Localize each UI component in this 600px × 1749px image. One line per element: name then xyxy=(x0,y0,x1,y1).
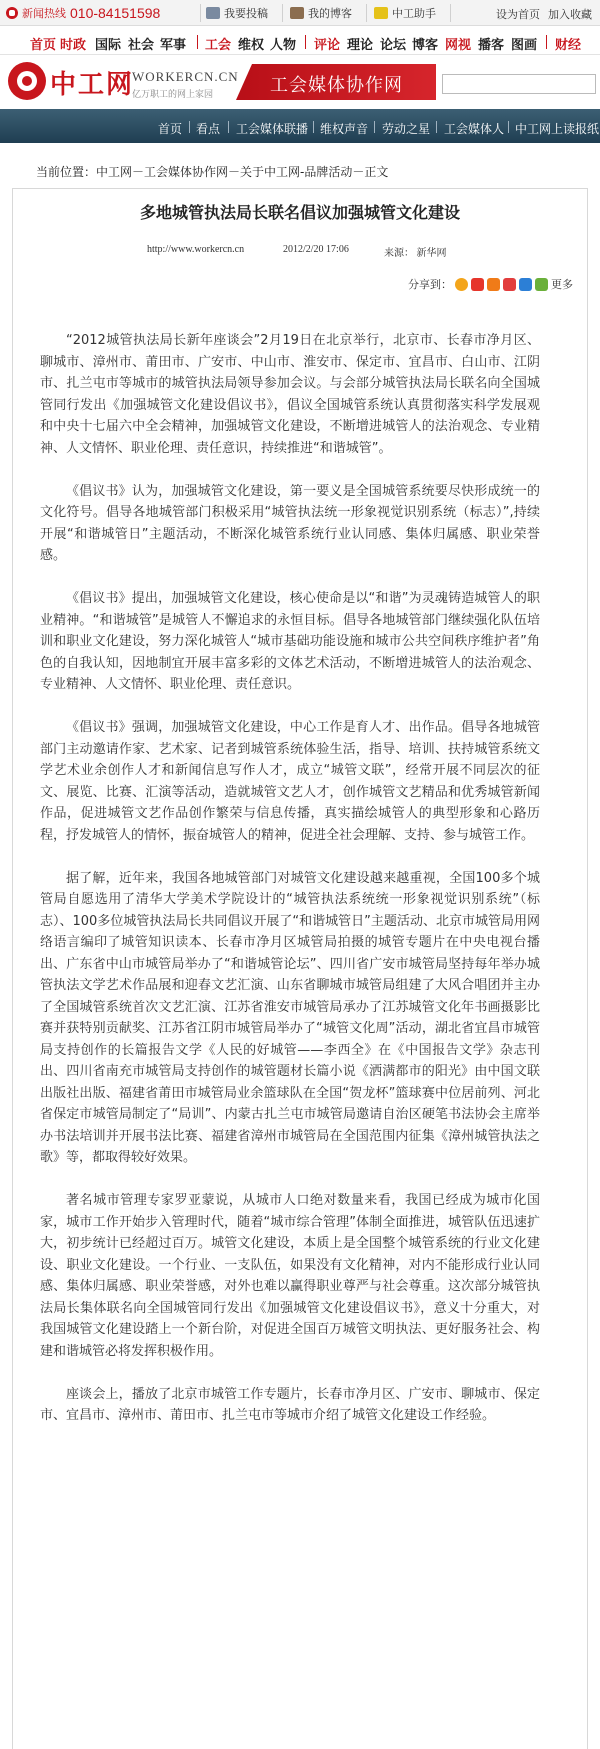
nav-highlights[interactable]: 看点 xyxy=(196,122,221,136)
add-icon[interactable] xyxy=(535,278,548,291)
helper-icon xyxy=(374,7,388,19)
blog-link[interactable] xyxy=(290,4,352,22)
article-body xyxy=(40,330,540,1448)
section-nav xyxy=(0,109,600,143)
channel-society[interactable]: 社会 xyxy=(128,38,155,53)
divider xyxy=(189,121,190,133)
helper-label: 中工助手 xyxy=(392,7,436,20)
divider xyxy=(228,121,229,133)
channel-military[interactable]: 军事 xyxy=(160,38,187,53)
share-bar xyxy=(408,276,573,292)
article-source: 来源： 新华网 xyxy=(384,248,447,259)
divider xyxy=(282,4,283,22)
logo-icon[interactable] xyxy=(8,62,46,100)
blog-label: 我的博客 xyxy=(308,7,352,20)
set-homepage-link[interactable]: 设为首页 xyxy=(496,8,540,21)
channel-nav xyxy=(0,27,600,55)
divider xyxy=(197,35,198,49)
article-paragraph: 座谈会上，播放了北京市城管工作专题片，长春市净月区、广安市、聊城市、保定市、宜昌市、漳州市、莆田市、扎兰屯市等城市介绍了城管文化建设工作经验。 xyxy=(40,1386,540,1423)
channel-world[interactable]: 国际 xyxy=(95,38,122,53)
sina-weibo-icon[interactable] xyxy=(471,278,484,291)
divider xyxy=(450,4,451,22)
phone-icon xyxy=(6,7,18,19)
nav-labor-stars[interactable]: 劳动之星 xyxy=(382,122,431,136)
nav-union-media-people[interactable]: 工会媒体人 xyxy=(444,122,505,136)
channel-people[interactable]: 人物 xyxy=(270,38,297,53)
site-logo-en: WORKERCN.CN xyxy=(132,69,239,84)
article-paragraph: 著名城市管理专家罗亚蒙说，从城市人口绝对数量来看，我国已经成为城市化国家，城市工作开始步入管理时代，随着“城市综合管理”体制全面推进，城管队伍迅速扩大，初步统计已经超过百万。城管文化建设，本质上是全国整个城管系统的行业文化建设、职业文化建设。一个行业、一支队伍，如果没有文化精神，对内不能形成行业认同感、集体归属感、职业荣誉感，对外也难以赢得职业尊严与社会尊重。这次部分城管执法局长集体联名向全国城管同行发出《加强城管文化建设倡议书》，意义十分重大，对我国城管文化建设踏上一个新台阶，对促进全国百万城管文明执法、更好服务社会、构建和谐城管必将发挥积极作用。 xyxy=(40,1193,540,1359)
kaixin-icon[interactable] xyxy=(503,278,516,291)
channel-comment[interactable]: 评论 xyxy=(314,38,341,53)
channel-rights[interactable]: 维权 xyxy=(238,38,265,53)
divider xyxy=(546,35,547,49)
channel-forum[interactable]: 论坛 xyxy=(380,38,407,53)
article-paragraph: 《倡议书》强调，加强城管文化建设，中心工作是育人才、出作品。倡导各地城管部门主动邀请作家、艺术家、记者到城管系统体验生活，指导、培训、扶持城管系统文学艺术业余创作人才和新闻信息写作人才，成立“城管文联”，经常开展不同层次的征文、展览、比赛、汇演等活动，造就城管文艺人才，创作城管文艺精品和优秀城管新闻作品，促进城管文艺作品创作繁荣与信息传播，真实描绘城管人的典型形象和心路历程，抒发城管人的情怀，振奋城管人的精神，促进全社会理解、支持、参与城管工作。 xyxy=(40,720,540,843)
article-paragraph: 据了解，近年来，我国各地城管部门对城管文化建设越来越重视，全国100多个城管局自愿选用了清华大学美术学院设计的“城管执法系统统一形象视觉识别系统”（标志）、100多位城管执法局长共同倡议开展了“和谐城管日”主题活动、北京市城管局用网络语言编印了城管知识读本、长春市净月区城管局拍摄的城管专题片在中央电视台播出、广东省中山市城管局举办了“和谐城管论坛”、四川省广安市城管局坚持每年举办城管执法文学艺术作品展和迎春文艺汇演、山东省聊城市城管局组建了大风合唱团并主办了全国城管系统首次文艺汇演、江苏省淮安市城管局承办了江苏城管文化年书画摄影比赛并获特别贡献奖、江苏省江阴市城管局举办了“城管文化周”活动，湖北省宜昌市城管局支持创作的长篇报告文学《人民的好城管——李西全》在《中国报告文学》杂志刊出、四川省南充市城管局支持创作的城管题材长篇小说《洒满都市的阳光》由中国文联出版社出版、福建省莆田市城管局业余篮球队在全国“贺龙杯”篮球赛中位居前列、河北省保定市城管局制定了“局训”、内蒙古扎兰屯市城管局邀请自治区硬笔书法协会主席举办书法培训并开展书法比赛、福建省漳州市城管局在全国范围内征集《漳州城管执法之歌》等，都取得较好效果。 xyxy=(40,870,540,1165)
write-label: 我要投稿 xyxy=(224,7,268,20)
channel-union[interactable]: 工会 xyxy=(205,38,232,53)
site-tagline: 亿万职工的网上家园 xyxy=(132,90,214,100)
breadcrumb[interactable]: 当前位置：中工网－工会媒体协作网－关于中工网-品牌活动－正文 xyxy=(36,165,389,179)
nav-union-media[interactable]: 工会媒体联播 xyxy=(236,122,309,136)
channel-theory[interactable]: 理论 xyxy=(347,38,374,53)
blog-icon xyxy=(290,7,304,19)
divider xyxy=(508,121,509,133)
top-bar xyxy=(0,0,600,26)
divider xyxy=(305,35,306,49)
divider xyxy=(200,4,201,22)
channel-video[interactable]: 网视 xyxy=(445,38,472,53)
hotline-label: 新闻热线 xyxy=(22,7,66,20)
helper-link[interactable] xyxy=(374,4,436,22)
nav-home[interactable]: 首页 xyxy=(158,122,183,136)
article-paragraph: “2012城管执法局长新年座谈会”2月19日在北京举行，北京市、长春市净月区、聊城市、漳州市、莆田市、广安市、中山市、淮安市、保定市、宜昌市、白山市、江阴市、扎兰屯市等城市的城管执法局领导参加会议。与会部分城管执法局长联名向全国城管同行发出《加强城管文化建设倡议书》，倡议全国城管系统认真贯彻落实科学发展观和中央十七届六中全会精神，加强城管文化建设，不断增进城管人的法治观念、专业精神、人文情怀、职业伦理、责任意识，持续推进“和谐城管”。 xyxy=(40,333,540,456)
qzone-icon[interactable] xyxy=(455,278,468,291)
article-paragraph: 《倡议书》提出，加强城管文化建设，核心使命是以“和谐”为灵魂铸造城管人的职业精神。“和谐城管”是城管人不懈追求的永恒目标。倡导各地城管部门继续强化队伍培训和职业文化建设，努力深化城管人“城市基础功能设施和城市公共空间秩序维护者”角色的自我认知，因地制宜开展丰富多彩的文体艺术活动，不断增进城管人的法治观念、专业精神、人文情怀、职业伦理、责任意识。 xyxy=(40,591,540,692)
write-icon xyxy=(206,7,220,19)
article-title: 多地城管执法局长联名倡议加强城管文化建设 xyxy=(139,203,460,222)
divider xyxy=(313,121,314,133)
search-input[interactable] xyxy=(442,74,596,94)
channel-pictures[interactable]: 图画 xyxy=(511,38,538,53)
site-logo[interactable]: 中工网 xyxy=(50,70,135,100)
share-label: 分享到： xyxy=(408,278,452,291)
renren-icon[interactable] xyxy=(487,278,500,291)
article-datetime: 2012/2/20 17:06 xyxy=(283,244,349,255)
hotline-number: 010-84151598 xyxy=(70,5,161,21)
channel-politics[interactable]: 时政 xyxy=(60,38,87,53)
hotline xyxy=(6,4,160,22)
article-paragraph: 《倡议书》认为，加强城管文化建设，第一要义是全国城管系统要尽快形成统一的文化符号。倡导各地城管部门积极采用“城管执法统一形象视觉识别系统（标志）”,持续开展“和谐城管日”主题活动，不断深化城管系统行业认同感、集体归属感、职业荣誉感。 xyxy=(40,483,540,563)
share-more-link[interactable]: 更多 xyxy=(551,278,573,291)
article-url[interactable]: http://www.workercn.cn xyxy=(147,244,245,255)
channel-home[interactable]: 首页 xyxy=(30,38,57,53)
nav-read-newspaper[interactable]: 中工网上读报纸 xyxy=(515,122,600,136)
add-favorite-link[interactable]: 加入收藏 xyxy=(548,8,592,21)
channel-blog[interactable]: 博客 xyxy=(412,38,439,53)
write-link[interactable] xyxy=(206,4,268,22)
section-title: 工会媒体协作网 xyxy=(270,75,403,96)
divider xyxy=(374,121,375,133)
nav-rights-voice[interactable]: 维权声音 xyxy=(320,122,369,136)
divider xyxy=(436,121,437,133)
divider xyxy=(366,4,367,22)
tencent-weibo-icon[interactable] xyxy=(519,278,532,291)
channel-finance[interactable]: 财经 xyxy=(555,38,582,53)
channel-podcast[interactable]: 播客 xyxy=(478,38,505,53)
